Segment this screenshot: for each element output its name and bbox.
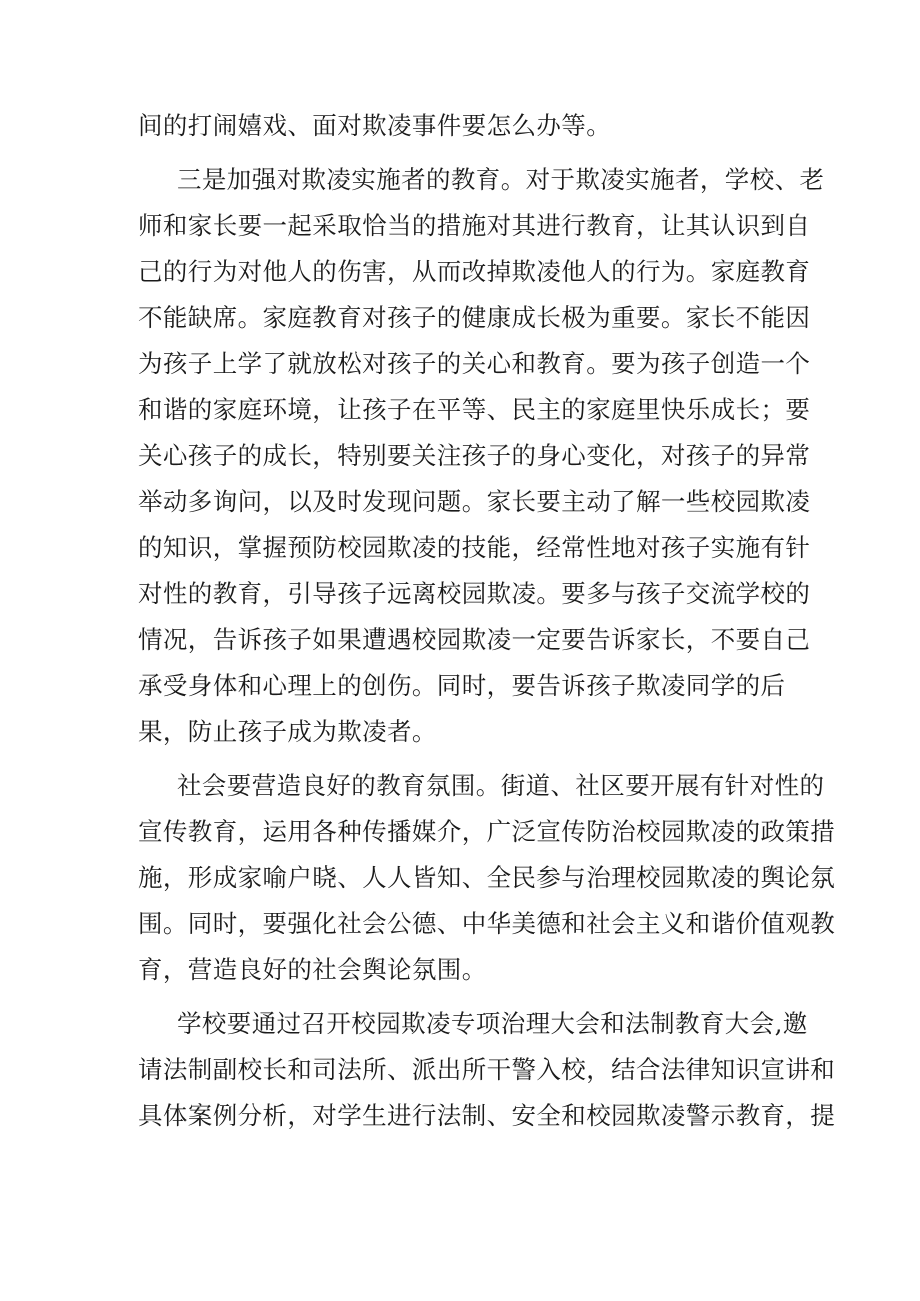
text-line: 具体案例分析，对学生进行法制、安全和校园欺凌警示教育，提 bbox=[138, 1101, 836, 1130]
paragraph-first-line: 三是加强对欺凌实施者的教育。对于欺凌实施者，学校、老 bbox=[177, 165, 825, 194]
text-line: 师和家长要一起采取恰当的措施对其进行教育，让其认识到自 bbox=[138, 211, 811, 240]
text-line: 的知识，掌握预防校园欺凌的技能，经常性地对孩子实施有针 bbox=[138, 533, 811, 562]
text-line: 关心孩子的成长，特别要关注孩子的身心变化，对孩子的异常 bbox=[138, 441, 811, 470]
text-line: 不能缺席。家庭教育对孩子的健康成长极为重要。家长不能因 bbox=[138, 303, 811, 332]
text-line: 为孩子上学了就放松对孩子的关心和教育。要为孩子创造一个 bbox=[138, 349, 811, 378]
text-line: 承受身体和心理上的创伤。同时，要告诉孩子欺凌同学的后 bbox=[138, 671, 786, 700]
text-line: 果，防止孩子成为欺凌者。 bbox=[138, 717, 437, 746]
text-line: 情况，告诉孩子如果遭遇校园欺凌一定要告诉家长，不要自己 bbox=[138, 625, 811, 654]
text-line: 己的行为对他人的伤害，从而改掉欺凌他人的行为。家庭教育 bbox=[138, 257, 811, 286]
text-line: 间的打闹嬉戏、面对欺凌事件要怎么办等。 bbox=[138, 111, 612, 140]
text-line: 施，形成家喻户晓、人人皆知、全民参与治理校园欺凌的舆论氛 bbox=[138, 863, 836, 892]
text-line: 请法制副校长和司法所、派出所干警入校，结合法律知识宣讲和 bbox=[138, 1055, 836, 1084]
text-line: 举动多询问，以及时发现问题。家长要主动了解一些校园欺凌 bbox=[138, 487, 811, 516]
text-line: 宣传教育，运用各种传播媒介，广泛宣传防治校园欺凌的政策措 bbox=[138, 817, 836, 846]
text-line: 对性的教育，引导孩子远离校园欺凌。要多与孩子交流学校的 bbox=[138, 579, 811, 608]
paragraph-first-line: 学校要通过召开校园欺凌专项治理大会和法制教育大会,邀 bbox=[177, 1009, 808, 1038]
text-line: 育，营造良好的社会舆论氛围。 bbox=[138, 955, 487, 984]
text-line: 和谐的家庭环境，让孩子在平等、民主的家庭里快乐成长；要 bbox=[138, 395, 811, 424]
paragraph-first-line: 社会要营造良好的教育氛围。街道、社区要开展有针对性的 bbox=[177, 771, 825, 800]
text-line: 围。同时，要强化社会公德、中华美德和社会主义和谐价值观教 bbox=[138, 909, 836, 938]
